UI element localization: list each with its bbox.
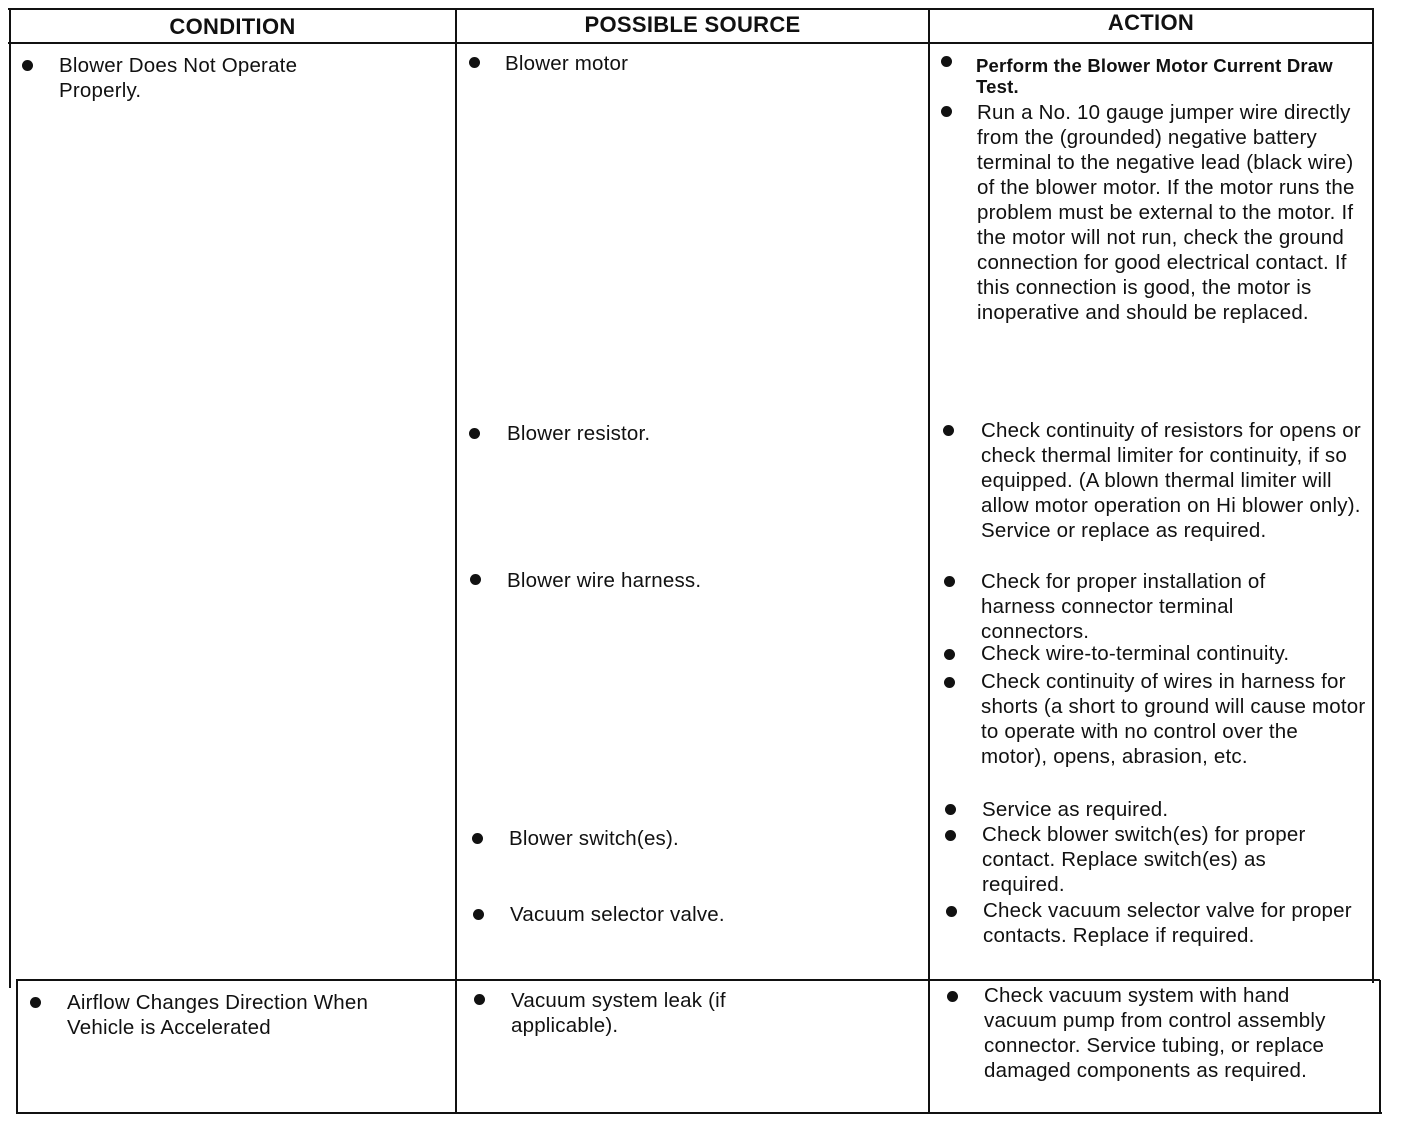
bullet-icon <box>22 60 33 71</box>
source-text: Blower switch(es). <box>509 827 679 850</box>
left-border <box>9 8 11 988</box>
bullet-icon <box>947 991 958 1002</box>
action-text: Check vacuum selector valve for proper contacts. Replace if required. <box>983 899 1352 947</box>
bullet-icon <box>30 997 41 1008</box>
source-text: Blower motor <box>505 52 629 75</box>
condition-text: Airflow Changes Direction When Vehicle is Accelerated <box>67 991 369 1039</box>
source-text: Blower resistor. <box>507 422 651 445</box>
action-text: Service as required. <box>982 798 1169 821</box>
column-divider-2 <box>928 8 930 1114</box>
action-text: Check continuity of wires in harness for shorts (a short to ground will cause motor to operate with no control over the motor), opens, abrasion, etc. <box>981 670 1366 768</box>
bullet-icon <box>946 906 957 917</box>
bullet-icon <box>945 804 956 815</box>
left-border-lower <box>16 980 18 1114</box>
bullet-icon <box>941 56 952 67</box>
bullet-icon <box>473 909 484 920</box>
condition-text: Blower Does Not Operate Properly. <box>59 54 298 102</box>
header-action: ACTION <box>1107 10 1195 35</box>
source-text: Vacuum selector valve. <box>510 903 725 926</box>
header-condition: CONDITION <box>169 14 296 39</box>
header-possible-source: POSSIBLE SOURCE <box>584 12 801 37</box>
bullet-icon <box>470 574 481 585</box>
header-bottom-rule <box>8 42 1374 44</box>
action-text: Check wire-to-terminal continuity. <box>981 642 1290 665</box>
action-text: Check continuity of resistors for opens or check thermal limiter for continuity, if so equipped. (A blown thermal limiter will allow motor operation on Hi blower only). Service or replace as required. <box>981 419 1361 542</box>
action-text: Check vacuum system with hand vacuum pump from control assembly connector. Service tubing, or replace damaged components as required. <box>984 984 1326 1082</box>
source-text: Blower wire harness. <box>507 569 702 592</box>
bullet-icon <box>474 994 485 1005</box>
bullet-icon <box>469 57 480 68</box>
bullet-icon <box>469 428 480 439</box>
bullet-icon <box>944 649 955 660</box>
bullet-icon <box>944 576 955 587</box>
action-text: Run a No. 10 gauge jumper wire directly from the (grounded) negative battery terminal to the negative lead (black wire) of the blower motor. If the motor runs the problem must be external to the motor. If the motor will not run, check the ground connection for good electrical contact. If this connection is good, the motor is inoperative and should be replaced. <box>977 101 1355 324</box>
row-divider <box>16 979 1380 981</box>
right-border <box>1372 8 1374 983</box>
bullet-icon <box>944 677 955 688</box>
bullet-icon <box>943 425 954 436</box>
action-text: Perform the Blower Motor Current Draw Test. <box>976 55 1333 97</box>
action-text: Check for proper installation of harness connector terminal connectors. <box>981 570 1266 643</box>
source-text: Vacuum system leak (if applicable). <box>511 989 726 1037</box>
bullet-icon <box>472 833 483 844</box>
bullet-icon <box>945 830 956 841</box>
table-bottom-rule <box>16 1112 1382 1114</box>
right-border-lower <box>1379 980 1381 1114</box>
column-divider-1 <box>455 8 457 1114</box>
action-text: Check blower switch(es) for proper contact. Replace switch(es) as required. <box>982 823 1306 896</box>
bullet-icon <box>941 106 952 117</box>
